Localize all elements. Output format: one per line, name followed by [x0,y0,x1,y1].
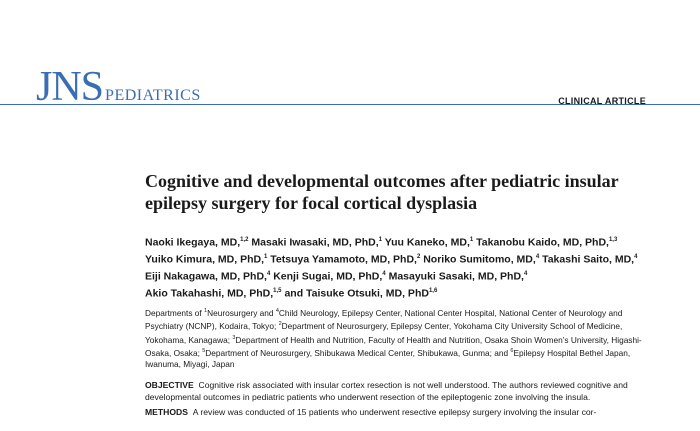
author-affiliation-marker: 1 [264,254,268,260]
author-name: Yuu Kaneko, MD, [384,236,470,249]
author-affiliation-marker: 1 [378,237,382,243]
author-affiliation-marker: 4 [266,271,271,277]
author-name: Yuiko Kimura, MD, PhD, [145,253,265,266]
methods-label: METHODS [145,406,188,417]
methods-text: A review was conducted of 15 patients who underwent resective epilepsy surgery involving the insular cor- [192,406,597,417]
author-affiliation-marker: 4 [535,254,540,260]
author-affiliation-marker: 2 [416,254,421,260]
author-affiliation-marker: 1,6 [428,288,438,294]
author-name: Kenji Sugai, MD, PhD, [273,270,383,283]
author-affiliation-marker: 1,2 [240,237,249,243]
affiliation-text: Child Neurology, Epilepsy Center, National Center Hospital, National Center of Neurology and Psychiatry (NCNP), Kodaira, Tokyo; [145,307,623,332]
author-name: Masayuki Sasaki, MD, PhD, [388,270,524,283]
journal-logo [36,66,201,108]
journal-logo-main: JNS [36,64,104,110]
author-affiliation-marker: 4 [382,271,386,277]
abstract [145,379,650,420]
author-name: and Taisuke Otsuki, MD, PhD [284,287,429,300]
objective-text: Cognitive risk associated with insular cortex resection is not well understood. The authors reviewed cognitive and developmental outcomes in pediatric patients who underwent resection of the epileptogenic zone involving the insula. [145,380,628,403]
affiliation-text: Department of Health and Nutrition, Faculty of Health and Nutrition, Osaka Shoin Women’s University, Higashi-Osaka, Osaka; [145,334,642,358]
affiliation-marker: 4 [275,308,279,314]
affiliation-text: Epilepsy Hospital Bethel Japan, Iwanuma, Miyagi, Japan [145,347,631,370]
abstract-objective [145,379,650,404]
article-title: Cognitive and developmental outcomes after pediatric insular epilepsy surgery for focal cortical dysplasia [145,171,619,213]
author-name: Naoki Ikegaya, MD, [145,236,241,249]
author-affiliation-marker: 1,3 [608,237,618,243]
author-name: Tetsuya Yamamoto, MD, PhD, [270,253,417,266]
abstract-methods [145,406,650,418]
author-affiliation-marker: 1 [469,237,474,243]
journal-logo-sub: PEDIATRICS [105,87,201,104]
affiliation-text: Department of Neurosurgery, Epilepsy Center, Yokohama City University School of Medicine, Yokohama, Kanagawa; [145,321,623,345]
author-list [145,233,655,301]
article-type-label: CLINICAL ARTICLE [558,96,646,106]
objective-label: OBJECTIVE [145,380,194,390]
author-name: Noriko Sumitomo, MD, [423,253,536,266]
author-name: Masaki Iwasaki, MD, PhD, [251,236,379,249]
affiliation-marker: 1 [204,308,208,314]
author-affiliation-marker: 4 [634,254,638,260]
author-name: Eiji Nakagawa, MD, PhD, [145,270,267,283]
affiliation-text: Departments of [145,307,205,318]
affiliation-marker: 6 [510,348,514,355]
author-affiliation-marker: 4 [523,271,528,277]
affiliation-text: Neurosurgery and [207,307,276,318]
affiliation-marker: 5 [202,348,206,355]
author-name: Takashi Saito, MD, [542,253,635,266]
affiliation-marker: 2 [278,321,282,328]
author-name: Akio Takahashi, MD, PhD, [145,287,274,300]
affiliation-text: Department of Neurosurgery, Shibukawa Medical Center, Shibukawa, Gunma; and [205,347,511,358]
author-affiliation-marker: 1,5 [273,288,282,294]
author-name: Takanobu Kaido, MD, PhD, [476,236,609,249]
affiliations [145,306,650,371]
affiliation-marker: 3 [232,334,236,341]
